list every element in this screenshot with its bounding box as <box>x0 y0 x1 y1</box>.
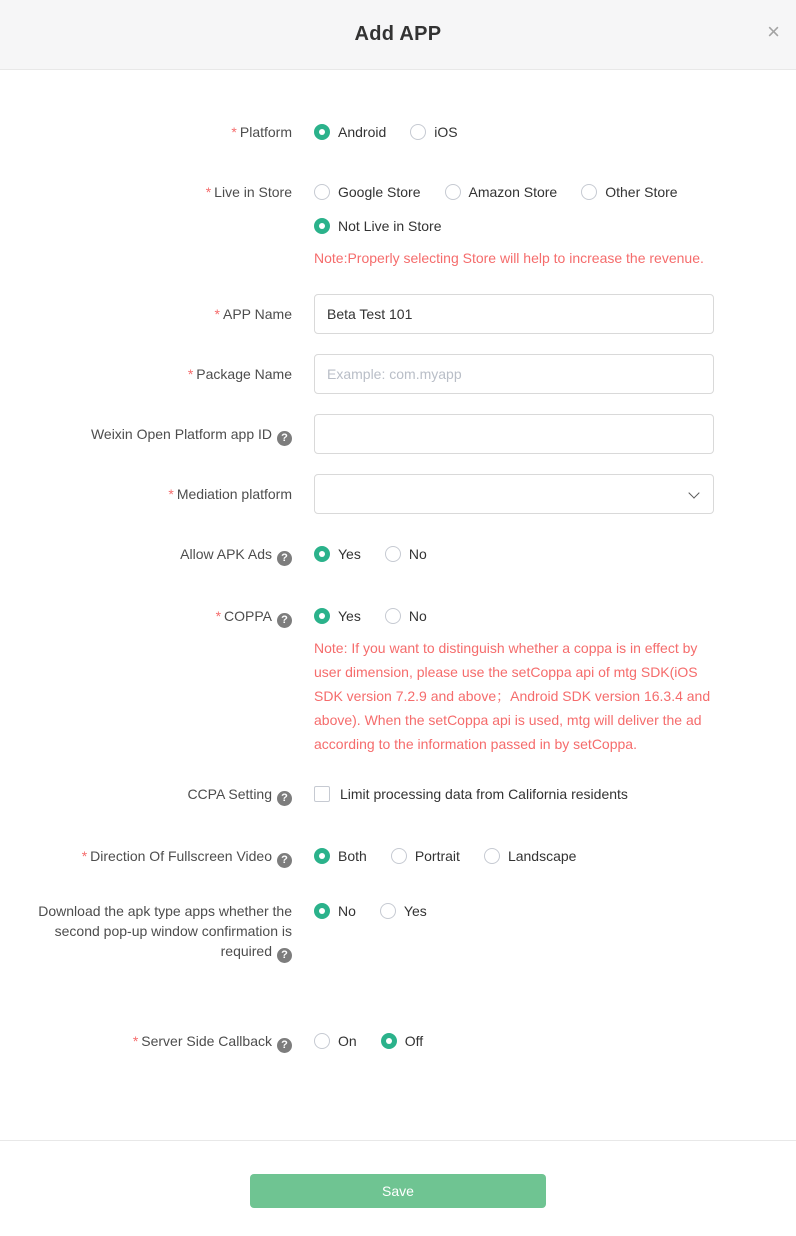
radio-icon <box>314 903 330 919</box>
weixin-app-id-label: Weixin Open Platform app ID ? <box>0 414 292 446</box>
radio-label: Portrait <box>414 848 460 864</box>
mediation-platform-label: * Mediation platform <box>168 486 292 502</box>
store-note: Note:Properly selecting Store will help to increase the revenue. <box>314 250 704 266</box>
allow-apk-ads-label: Allow APK Ads ? <box>0 544 292 566</box>
radio-icon <box>314 184 330 200</box>
modal-title: Add APP <box>354 23 442 45</box>
required-asterisk: * <box>168 486 174 502</box>
ccpa-label: CCPA Setting ? <box>0 784 292 806</box>
save-button[interactable]: Save <box>250 1174 546 1208</box>
radio-label: Off <box>404 1033 424 1049</box>
radio-icon <box>410 124 426 140</box>
platform-option-android[interactable] <box>314 122 386 142</box>
radio-label: No <box>338 903 356 919</box>
direction-label: * Direction Of Fullscreen Video ? <box>0 846 292 868</box>
radio-label: Not Live in Store <box>338 218 442 234</box>
required-asterisk: * <box>81 848 88 864</box>
form-row-platform <box>0 122 796 142</box>
radio-icon <box>381 1033 397 1049</box>
radio-label: Google Store <box>338 184 421 200</box>
form-row-package-name <box>0 354 796 394</box>
radio-icon <box>391 848 407 864</box>
modal-header <box>0 0 796 70</box>
radio-label: Both <box>338 848 367 864</box>
form-row-allow-apk-ads <box>0 544 796 566</box>
help-icon[interactable]: ? <box>277 1038 292 1053</box>
help-icon[interactable]: ? <box>277 431 292 446</box>
apk-confirm-option-no[interactable] <box>314 901 356 921</box>
checkbox-icon <box>314 786 330 802</box>
server-callback-option-off[interactable] <box>381 1031 423 1051</box>
server-callback-option-on[interactable] <box>314 1031 357 1051</box>
help-icon[interactable]: ? <box>277 853 292 868</box>
form-row-apk-confirm <box>0 901 796 963</box>
chevron-down-icon <box>688 487 699 498</box>
radio-label: On <box>338 1033 357 1049</box>
radio-label: Amazon Store <box>468 184 558 200</box>
form-row-server-callback <box>0 1031 796 1053</box>
app-name-input[interactable] <box>314 294 714 334</box>
required-asterisk: * <box>215 608 222 624</box>
radio-label: iOS <box>434 124 458 140</box>
store-option-not-live[interactable] <box>314 216 442 236</box>
radio-label: Yes <box>403 903 427 919</box>
coppa-note: Note: If you want to distinguish whether a coppa is in effect by user dimension, please use the setCoppa api of mtg SDK(iOS SDK version 7.2.9 and above；Android SDK version 16.3.4 and above). When the setCoppa api is used, mtg will deliver the ad according to the information passed in by setCoppa. <box>314 640 711 752</box>
app-name-label: * APP Name <box>214 306 292 322</box>
radio-icon <box>385 546 401 562</box>
radio-icon <box>314 546 330 562</box>
direction-option-both[interactable] <box>314 846 367 866</box>
help-icon[interactable]: ? <box>277 791 292 806</box>
required-asterisk: * <box>132 1033 139 1049</box>
close-icon[interactable]: × <box>767 19 780 44</box>
store-option-amazon[interactable] <box>445 182 558 202</box>
radio-icon <box>385 608 401 624</box>
platform-option-ios[interactable] <box>410 122 457 142</box>
store-option-other[interactable] <box>581 182 677 202</box>
radio-icon <box>380 903 396 919</box>
direction-option-landscape[interactable] <box>484 846 577 866</box>
radio-label: No <box>408 546 427 562</box>
radio-label: Landscape <box>507 848 577 864</box>
form-row-direction <box>0 846 796 868</box>
apk-confirm-option-yes[interactable] <box>380 901 427 921</box>
direction-option-portrait[interactable] <box>391 846 460 866</box>
radio-icon <box>314 848 330 864</box>
weixin-app-id-input[interactable] <box>314 414 714 454</box>
checkbox-label: Limit processing data from California residents <box>340 786 628 802</box>
coppa-option-no[interactable] <box>385 606 427 626</box>
add-app-form <box>0 70 796 1140</box>
allow-apk-ads-option-no[interactable] <box>385 544 427 564</box>
coppa-label: * COPPA ? <box>0 606 292 628</box>
form-row-app-name <box>0 294 796 334</box>
required-asterisk: * <box>231 124 237 140</box>
modal-footer <box>0 1140 796 1236</box>
radio-icon <box>314 1033 330 1049</box>
radio-icon <box>581 184 597 200</box>
form-row-mediation-platform <box>0 474 796 514</box>
required-asterisk: * <box>205 184 212 200</box>
store-option-google[interactable] <box>314 182 421 202</box>
radio-label: Yes <box>338 608 361 624</box>
help-icon[interactable]: ? <box>277 948 292 963</box>
coppa-option-yes[interactable] <box>314 606 361 626</box>
form-row-ccpa <box>0 784 796 806</box>
required-asterisk: * <box>214 306 220 322</box>
form-row-coppa <box>0 606 796 756</box>
help-icon[interactable]: ? <box>277 613 292 628</box>
radio-label: Other Store <box>605 184 678 200</box>
required-asterisk: * <box>187 366 194 382</box>
radio-label: Yes <box>338 546 361 562</box>
package-name-input[interactable] <box>314 354 714 394</box>
apk-confirm-label: Download the apk type apps whether the second pop-up window confirmation is required ? <box>38 903 292 961</box>
package-name-label: * Package Name <box>187 366 292 382</box>
mediation-platform-select[interactable] <box>314 474 714 514</box>
radio-label: Android <box>338 124 387 140</box>
form-row-live-in-store <box>0 182 796 270</box>
platform-label: * Platform <box>231 124 292 140</box>
radio-label: No <box>408 608 427 624</box>
radio-icon <box>314 608 330 624</box>
ccpa-limit-checkbox[interactable] <box>314 784 628 804</box>
server-callback-label: * Server Side Callback ? <box>0 1031 292 1053</box>
live-in-store-label: * Live in Store <box>205 184 292 200</box>
form-row-weixin-app-id <box>0 414 796 454</box>
radio-icon <box>484 848 500 864</box>
radio-icon <box>445 184 461 200</box>
radio-icon <box>314 124 330 140</box>
radio-icon <box>314 218 330 234</box>
help-icon[interactable]: ? <box>277 551 292 566</box>
allow-apk-ads-option-yes[interactable] <box>314 544 361 564</box>
